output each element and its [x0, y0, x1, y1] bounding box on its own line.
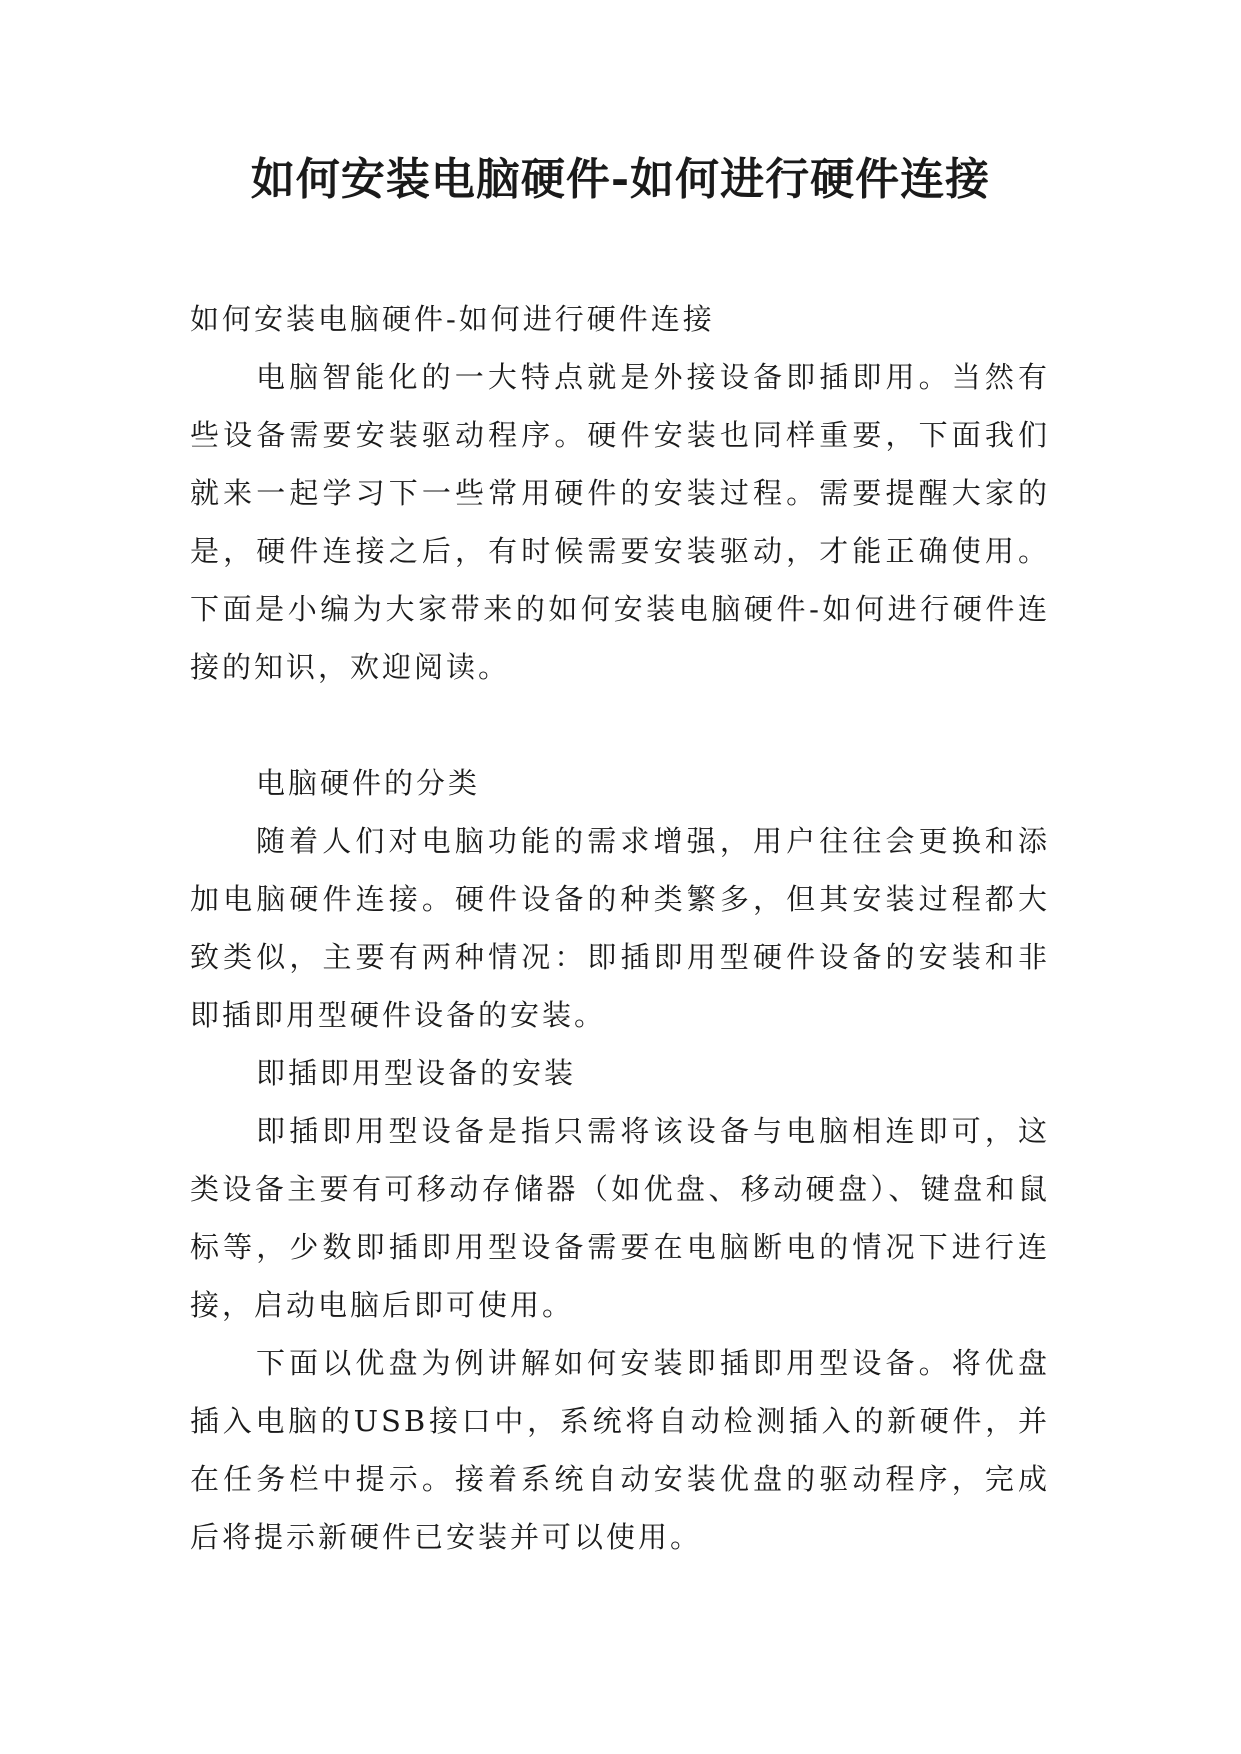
categories-paragraph: 随着人们对电脑功能的需求增强，用户往往会更换和添加电脑硬件连接。硬件设备的种类繁多，但其安装过程都大致类似，主要有两种情况：即插即用型硬件设备的安装和非即插即用型硬件设备的安装。: [190, 824, 1050, 1032]
section-heading-hardware-categories: 电脑硬件的分类: [256, 766, 481, 800]
plug-and-play-paragraph: 即插即用型设备是指只需将该设备与电脑相连即可，这类设备主要有可移动存储器（如优盘、移动硬盘）、键盘和鼠标等，少数即插即用型设备需要在电脑断电的情况下进行连接，启动电脑后即可使用。: [190, 1114, 1050, 1322]
usb-example-paragraph: 下面以优盘为例讲解如何安装即插即用型设备。将优盘插入电脑的USB接口中，系统将自动检测插入的新硬件，并在任务栏中提示。接着系统自动安装优盘的驱动程序，完成后将提示新硬件已安装并可以使用。: [190, 1346, 1050, 1554]
paragraph-spacer: [190, 696, 1050, 754]
document-title: 如何安装电脑硬件-如何进行硬件连接: [250, 154, 991, 205]
section-heading-plug-and-play: 即插即用型设备的安装: [256, 1056, 577, 1090]
intro-paragraph: 电脑智能化的一大特点就是外接设备即插即用。当然有些设备需要安装驱动程序。硬件安装也同样重要，下面我们就来一起学习下一些常用硬件的安装过程。需要提醒大家的是，硬件连接之后，有时候需要安装驱动，才能正确使用。下面是小编为大家带来的如何安装电脑硬件-如何进行硬件连接的知识，欢迎阅读。: [190, 360, 1050, 684]
document-body: [190, 290, 1050, 1566]
subtitle-paragraph: 如何安装电脑硬件-如何进行硬件连接: [190, 302, 715, 336]
